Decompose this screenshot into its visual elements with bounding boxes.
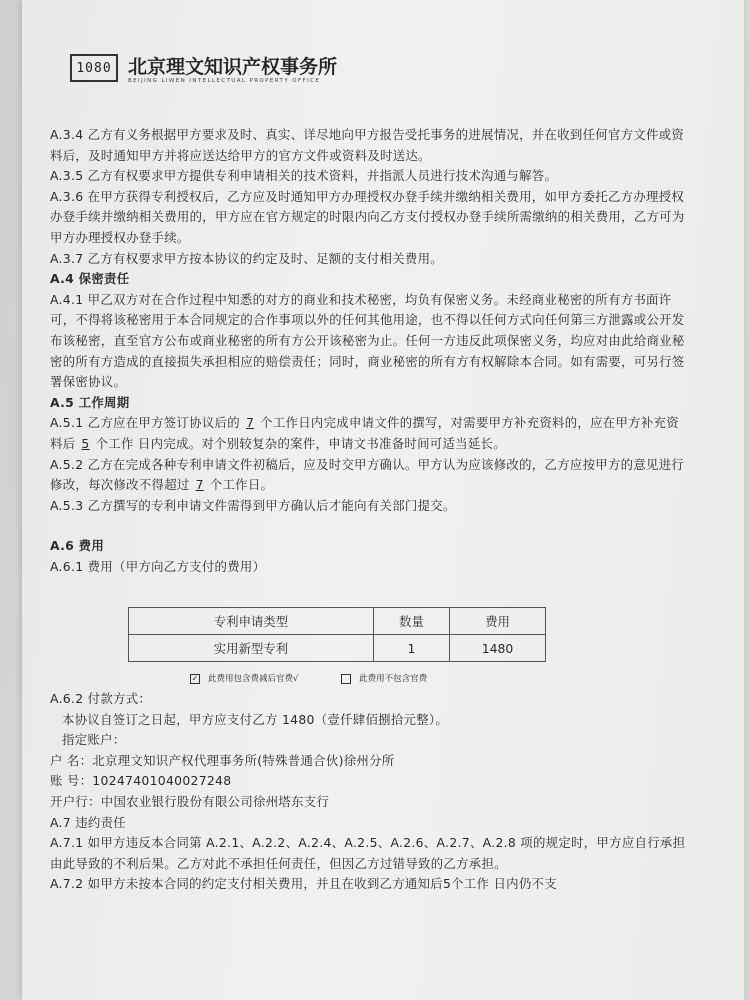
clause-a51-post: 个工作 日内完成。对个别较复杂的案件，申请文书准备时间可适当延长。 bbox=[95, 435, 506, 451]
cell-quantity: 1 bbox=[373, 635, 449, 662]
section-heading-a4: A.4 保密责任 bbox=[50, 271, 130, 287]
contract-lower-section bbox=[50, 689, 690, 895]
option-excluded-label: 此费用不包含官费 bbox=[359, 674, 428, 684]
option-excluded bbox=[341, 672, 427, 684]
clause-a36: A.3.6 在甲方获得专利授权后，乙方应及时通知甲方办理授权办登手续并缴纳相关费用，如甲方委托乙方办理授权办登手续并缴纳相关费用的，甲方应在官方规定的时限内向乙方支付授权办登手续所需缴纳的相关费用，乙方可为甲方办理授权办登手续。 bbox=[50, 188, 685, 245]
clause-a51-pre: A.5.1 乙方应在甲方签订协议后的 bbox=[50, 415, 240, 431]
cell-fee: 1480 bbox=[449, 635, 545, 662]
account-name: 户 名：北京理文知识产权代理事务所(特殊普通合伙)徐州分所 bbox=[50, 752, 395, 768]
clause-a52 bbox=[50, 455, 690, 496]
account-title: 指定账户： bbox=[62, 732, 126, 748]
clause-a53: A.5.3 乙方撰写的专利申请文件需得到甲方确认后才能向有关部门提交。 bbox=[50, 497, 456, 513]
checkbox-empty-icon bbox=[341, 674, 351, 684]
payment-line: 本协议自签订之日起，甲方应支付乙方 1480（壹仟肆佰捌拾元整）。 bbox=[62, 711, 449, 727]
header-fee: 费用 bbox=[449, 608, 545, 635]
days-value-1: 7 bbox=[245, 415, 255, 431]
clause-a34: A.3.4 乙方有义务根据甲方要求及时、真实、详尽地向甲方报告受托事务的进展情况，并在收到任何官方文件或资料后，及时通知甲方并将应送达给甲方的官方文件或资料及时送达。 bbox=[50, 127, 685, 163]
fee-table-header bbox=[129, 608, 546, 635]
firm-name: 北京理文知识产权事务所 bbox=[128, 56, 338, 78]
clause-a71: A.7.1 如甲方违反本合同第 A.2.1、A.2.2、A.2.4、A.2.5、A.2.6、A.2.7、A.2.8 项的规定时，甲方应自行承担由此导致的不利后果。乙方对此不承担任何责任，但因乙方过错导致的乙方承担。 bbox=[50, 835, 686, 871]
option-included-label: 此费用包含费减后官费√ bbox=[208, 674, 299, 684]
contract-upper-section bbox=[50, 125, 690, 577]
logo-text: 1080 bbox=[76, 60, 112, 76]
days-value-3: 7 bbox=[195, 477, 204, 493]
table-row bbox=[129, 635, 546, 662]
clause-a62: A.6.2 付款方式： bbox=[50, 691, 152, 706]
account-number: 账 号：10247401040027248 bbox=[50, 773, 232, 789]
clause-a72: A.7.2 如甲方未按本合同的约定支付相关费用，并且在收到乙方通知后5个工作 日内仍不支 bbox=[50, 876, 557, 892]
header-quantity: 数量 bbox=[373, 608, 449, 635]
clause-a61: A.6.1 费用（甲方向乙方支付的费用） bbox=[50, 558, 266, 574]
clause-a52-post: 个工作日。 bbox=[209, 477, 274, 493]
bank-name: 开户行：中国农业银行股份有限公司徐州塔东支行 bbox=[50, 793, 330, 809]
checkbox-checked-icon: ✓ bbox=[191, 673, 199, 683]
fee-table bbox=[128, 607, 546, 662]
section-heading-a6: A.6 费用 bbox=[50, 538, 105, 554]
fee-options bbox=[190, 672, 467, 684]
clause-a52-pre: A.5.2 乙方在完成各种专利申请文件初稿后，应及时交甲方确认。甲方认为应该修改的，乙方应按甲方的意见进行修改，每次修改不得超过 bbox=[50, 456, 685, 493]
option-included bbox=[190, 672, 298, 684]
days-value-2: 5 bbox=[81, 435, 90, 451]
firm-logo bbox=[70, 54, 118, 82]
clause-a37: A.3.7 乙方有权要求甲方按本协议的约定及时、足额的支付相关费用。 bbox=[50, 250, 443, 266]
clause-a51 bbox=[50, 413, 690, 454]
firm-name-en: BEIJING LIWEN INTELLECTUAL PROPERTY OFFICE bbox=[128, 78, 321, 84]
section-heading-a5: A.5 工作周期 bbox=[50, 394, 130, 410]
section-heading-a7: A.7 违约责任 bbox=[50, 814, 126, 830]
clause-a41: A.4.1 甲乙双方对在合作过程中知悉的对方的商业和技术秘密，均负有保密义务。未经商业秘密的所有方书面许可，不得将该秘密用于本合同规定的合作事项以外的任何其他用途，也不得以任何方式向任何第三方泄露或公开发布该秘密，直至官方公布或商业秘密的所有方公开该秘密为止。任何一方违反此项保密义务，均应对由此给商业秘密的所有方造成的直接损失承担相应的赔偿责任；同时，商业秘密的所有方有权解除本合同。如有需要，可另行签署保密协议。 bbox=[50, 291, 685, 390]
cell-type: 实用新型专利 bbox=[129, 635, 374, 662]
clause-a35: A.3.5 乙方有权要求甲方提供专利申请相关的技术资料，并指派人员进行技术沟通与解答。 bbox=[50, 168, 558, 184]
header-type: 专利申请类型 bbox=[129, 608, 374, 635]
clause-a51-mid: 个工作日内完成申请文件的撰写，对需要甲方补充资料的，应在甲方补充资料后 bbox=[50, 415, 679, 451]
